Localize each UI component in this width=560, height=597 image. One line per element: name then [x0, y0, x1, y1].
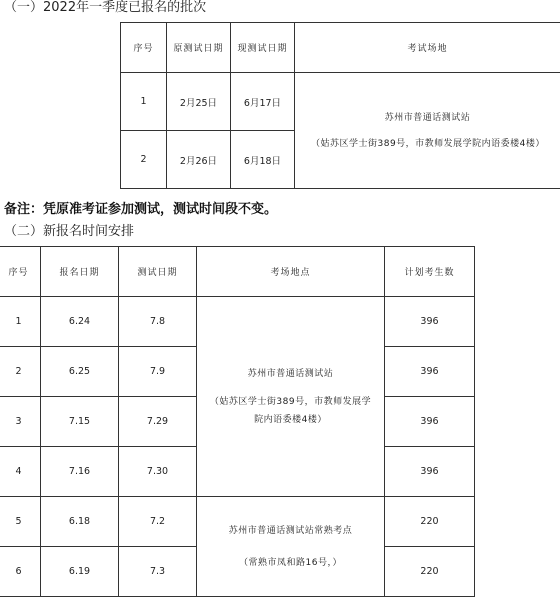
cell-no: 5 [0, 497, 41, 547]
table-row [0, 297, 475, 347]
cell-test-date: 7.9 [119, 347, 197, 397]
cell-test-date: 7.29 [119, 397, 197, 447]
cell-location [197, 497, 385, 597]
cell-planned-count: 396 [385, 297, 475, 347]
section-heading-new-registration: （二）新报名时间安排 [4, 224, 135, 239]
column-header-no: 序号 [121, 23, 167, 73]
table-header-row [121, 23, 560, 73]
table-row [0, 497, 475, 547]
new-registration-table [0, 246, 475, 597]
column-header-venue: 考试场地 [295, 23, 560, 73]
cell-registration-date: 6.18 [41, 497, 119, 547]
cell-registration-date: 7.16 [41, 447, 119, 497]
cell-no: 2 [0, 347, 41, 397]
cell-original-date: 2月25日 [167, 73, 231, 131]
cell-no: 4 [0, 447, 41, 497]
cell-no: 2 [121, 131, 167, 189]
venue-name: 苏州市普通话测试站 [247, 368, 334, 379]
column-header-registration-date: 报名日期 [41, 247, 119, 297]
cell-registration-date: 7.15 [41, 397, 119, 447]
cell-planned-count: 396 [385, 347, 475, 397]
venue-address-line1: （姑苏区学士街389号，市教师发展学 [209, 396, 372, 407]
cell-registration-date: 6.25 [41, 347, 119, 397]
cell-planned-count: 396 [385, 447, 475, 497]
table-row [121, 73, 560, 131]
venue-address-line2: 院内语委楼4楼） [254, 414, 327, 425]
column-header-no: 序号 [0, 247, 41, 297]
cell-registration-date: 6.24 [41, 297, 119, 347]
cell-registration-date: 6.19 [41, 547, 119, 597]
column-header-new-date: 现测试日期 [231, 23, 295, 73]
section-heading-batches: （一）2022年一季度已报名的批次 [4, 0, 207, 15]
venue-address: （常熟市凤和路16号，） [239, 557, 342, 568]
venue-address: （姑苏区学士街389号，市教师发展学院内语委楼4楼） [311, 138, 545, 149]
cell-test-date: 7.2 [119, 497, 197, 547]
column-header-planned-count: 计划考生数 [385, 247, 475, 297]
column-header-location: 考场地点 [197, 247, 385, 297]
cell-new-date: 6月18日 [231, 131, 295, 189]
cell-planned-count: 220 [385, 497, 475, 547]
cell-test-date: 7.30 [119, 447, 197, 497]
column-header-original-date: 原测试日期 [167, 23, 231, 73]
registered-batches-table [120, 22, 560, 189]
cell-location [197, 297, 385, 497]
cell-test-date: 7.8 [119, 297, 197, 347]
cell-no: 1 [121, 73, 167, 131]
cell-original-date: 2月26日 [167, 131, 231, 189]
cell-no: 1 [0, 297, 41, 347]
column-header-test-date: 测试日期 [119, 247, 197, 297]
note-text: 备注：凭原准考证参加测试，测试时间段不变。 [4, 202, 278, 217]
cell-test-date: 7.3 [119, 547, 197, 597]
table-header-row [0, 247, 475, 297]
cell-no: 3 [0, 397, 41, 447]
venue-name: 苏州市普通话测试站常熟考点 [228, 525, 353, 536]
cell-planned-count: 220 [385, 547, 475, 597]
cell-new-date: 6月17日 [231, 73, 295, 131]
venue-name: 苏州市普通话测试站 [384, 112, 471, 123]
cell-venue [295, 73, 560, 189]
cell-planned-count: 396 [385, 397, 475, 447]
cell-no: 6 [0, 547, 41, 597]
